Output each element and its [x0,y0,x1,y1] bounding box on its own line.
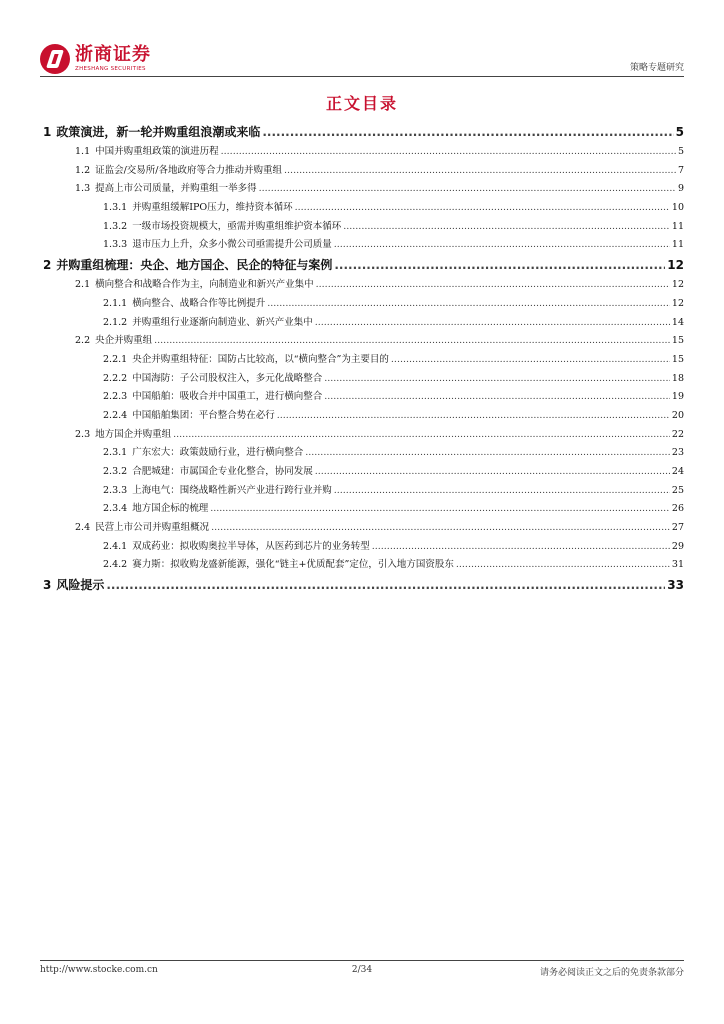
toc-entry-label: 横向整合和战略合作为主，向制造业和新兴产业集中 [95,279,314,291]
toc-entry-number: 2.1.1 [103,297,128,309]
toc-leader-dots [106,575,665,596]
footer-disclaimer: 请务必阅读正文之后的免责条款部分 [539,968,684,978]
toc-entry-page: 24 [671,466,684,477]
toc-entry-number: 2.3.2 [103,466,128,477]
toc-entry-number: 1 [43,125,52,139]
page-footer [40,960,684,979]
toc-leader-dots [343,218,670,237]
header-divider [40,76,684,77]
toc-entry-number: 3 [43,578,52,593]
toc-entry[interactable] [40,122,684,143]
toc-entry-page: 19 [671,391,684,403]
toc-entry-label: 上海电气：围绕战略性新兴产业进行跨行业并购 [132,484,332,496]
toc-entry-label: 中国船舶：吸收合并中国重工，进行横向整合 [132,391,323,403]
toc-leader-dots [295,199,670,218]
toc-leader-dots [334,482,670,501]
toc-entry[interactable] [40,388,684,407]
toc-entry-number: 2.2.3 [103,391,128,403]
toc-entry-page: 14 [671,316,684,328]
toc-leader-dots [277,407,670,426]
toc-entry-page: 33 [667,578,684,593]
report-type: 策略专题研究 [629,63,684,73]
toc-entry-page: 9 [677,183,684,195]
toc-entry-label: 退市压力上升，众多小微公司亟需提升公司质量 [132,239,332,251]
toc-entry-number: 2.3.1 [103,447,128,459]
toc-entry[interactable] [40,218,684,237]
toc-leader-dots [211,519,670,538]
toc-entry[interactable] [40,236,684,255]
toc-entry-label: 中国船舶集团：平台整合势在必行 [132,409,275,421]
toc-entry[interactable] [40,143,684,162]
toc-entry[interactable] [40,314,684,333]
toc-entry-label: 地方国企标的梳理 [132,503,209,515]
toc-entry-label: 合肥城建：市属国企专业化整合，协同发展 [132,466,313,477]
toc-leader-dots [259,180,676,199]
toc-leader-dots [262,122,673,143]
logo-name-cn: 浙商证券 [75,44,151,65]
toc-entry-label: 央企并购重组特征：国防占比较高，以“横向整合”为主要目的 [132,353,389,365]
company-logo [40,44,151,74]
toc-entry-page: 29 [671,540,684,552]
toc-leader-dots [315,463,670,482]
toc-leader-dots [315,314,670,333]
page-number: 2/34 [351,965,373,975]
toc-entry-number: 2.3.3 [103,484,128,496]
toc-entry[interactable] [40,199,684,218]
toc-entry-label: 证监会/交易所/各地政府等合力推动并购重组 [95,164,283,176]
logo-mark-icon [40,44,70,74]
toc-entry-label: 广东宏大：政策鼓励行业，进行横向整合 [132,447,304,459]
toc-entry-page: 12 [671,297,684,309]
toc-leader-dots [173,426,670,445]
toc-leader-dots [221,143,676,162]
toc-entry-page: 11 [671,239,684,251]
toc-leader-dots [154,332,670,351]
toc-entry-number: 2.4 [75,522,91,534]
toc-entry-page: 20 [671,409,684,421]
toc-entry-page: 7 [677,164,684,176]
toc-entry-page: 12 [667,258,684,273]
toc-leader-dots [305,444,670,463]
toc-leader-dots [391,351,670,370]
toc-entry[interactable] [40,255,684,276]
toc-entry[interactable] [40,500,684,519]
toc-entry-number: 2.3.4 [103,503,128,515]
toc-entry[interactable] [40,370,684,389]
toc-entry-label: 央企并购重组 [95,335,153,347]
toc-entry-number: 2.2.1 [103,353,128,365]
toc-entry-page: 23 [671,447,684,459]
toc-entry[interactable] [40,162,684,181]
toc-entry-label: 风险提示 [56,578,105,593]
toc-entry-page: 15 [671,353,684,365]
toc-entry[interactable] [40,444,684,463]
toc-entry-number: 2.1.2 [103,316,128,328]
toc-entry-page: 11 [671,220,684,232]
toc-entry-label: 提高上市公司质量，并购重组一举多得 [95,183,257,195]
toc-entry-number: 2.2.2 [103,372,128,384]
toc-leader-dots [324,370,670,389]
toc-leader-dots [316,276,670,295]
toc-leader-dots [334,255,665,276]
toc-entry-page: 5 [677,146,684,157]
toc-entry[interactable] [40,426,684,445]
toc-entry-label: 民营上市公司并购重组概况 [95,522,210,534]
toc-entry-page: 15 [671,335,684,347]
logo-name-en: ZHESHANG SECURITIES [75,66,146,72]
toc-entry-label: 中国并购重组政策的演进历程 [95,146,219,157]
page-header [40,40,684,80]
toc-entry[interactable] [40,482,684,501]
toc-entry-number: 2.2.4 [103,409,128,421]
toc-entry-page: 18 [671,372,684,384]
toc-entry-number: 2 [43,258,52,273]
toc-entry[interactable] [40,295,684,314]
toc-entry-number: 2.3 [75,428,91,440]
toc-entry-number: 1.3.3 [103,239,128,251]
page-title: 正文目录 [325,94,398,113]
toc-entry[interactable] [40,407,684,426]
toc-entry-label: 并购重组缓解IPO压力，维持资本循环 [132,202,293,214]
toc-entry-number: 2.1 [75,279,91,291]
toc-entry-number: 2.4.2 [103,559,128,571]
toc-entry-number: 2.4.1 [103,540,128,552]
toc-entry[interactable] [40,519,684,538]
toc-entry-label: 中国海防：子公司股权注入，多元化战略整合 [132,372,323,384]
toc-leader-dots [324,388,670,407]
toc-entry-page: 5 [675,125,684,139]
toc-entry-label: 地方国企并购重组 [95,428,172,440]
toc-entry-page: 12 [671,279,684,291]
toc-entry[interactable] [40,180,684,199]
toc-entry-page: 10 [671,202,684,214]
toc-entry[interactable] [40,332,684,351]
toc-entry[interactable] [40,276,684,295]
table-of-contents [40,122,684,596]
toc-leader-dots [372,538,670,557]
toc-entry-number: 1.3.1 [103,202,128,214]
toc-leader-dots [284,162,676,181]
toc-entry[interactable] [40,575,684,596]
toc-entry-number: 1.2 [75,164,91,176]
toc-entry[interactable] [40,538,684,557]
toc-entry-page: 26 [671,503,684,515]
toc-entry-number: 1.1 [75,146,91,157]
toc-entry[interactable] [40,556,684,575]
toc-leader-dots [267,295,670,314]
toc-entry-label: 并购重组梳理：央企、地方国企、民企的特征与案例 [56,258,333,273]
toc-entry-label: 一级市场投资规模大，亟需并购重组维护资本循环 [132,220,342,232]
toc-entry-label: 横向整合、战略合作等比例提升 [132,297,266,309]
toc-entry-page: 25 [671,484,684,496]
toc-entry-label: 赛力斯：拟收购龙盛新能源，强化“链主+优质配套”定位，引入地方国资股东 [132,559,454,571]
toc-entry[interactable] [40,351,684,370]
footer-divider [40,960,684,961]
toc-entry-label: 双成药业：拟收购奥拉半导体，从医药到芯片的业务转型 [132,540,370,552]
toc-entry-label: 并购重组行业逐渐向制造业、新兴产业集中 [132,316,313,328]
toc-leader-dots [334,236,670,255]
toc-entry[interactable] [40,463,684,482]
toc-leader-dots [210,500,670,519]
toc-entry-number: 1.3 [75,183,91,195]
toc-entry-label: 政策演进，新一轮并购重组浪潮或来临 [56,125,261,139]
toc-entry-page: 31 [671,559,684,571]
toc-entry-page: 22 [671,428,684,440]
toc-entry-number: 2.2 [75,335,91,347]
footer-url[interactable]: http://www.stocke.com.cn [40,965,158,975]
toc-entry-page: 27 [671,522,684,534]
toc-entry-number: 1.3.2 [103,220,128,232]
toc-leader-dots [456,556,670,575]
